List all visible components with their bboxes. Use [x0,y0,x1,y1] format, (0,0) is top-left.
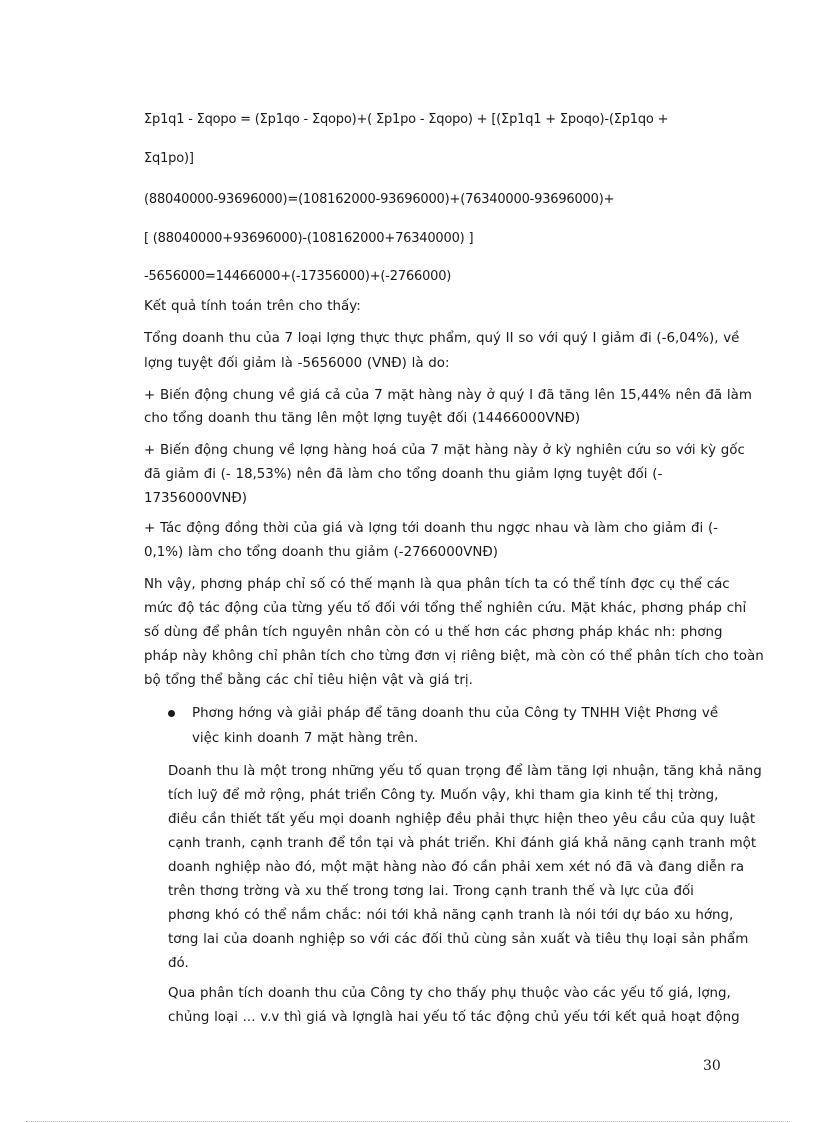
paragraph-line: doanh nghiệp nào đó, một mặt hàng nào đó cần phải xem xét nó đã và đang diễn ra [168,860,745,875]
paragraph-line: Qua phân tích doanh thu của Công ty cho thấy phụ thuộc vào các yếu tố giá, lợng, [168,986,731,1001]
paragraph-line: Tổng doanh thu của 7 loại lợng thực thực phẩm, quý II so với quý I giảm đi (-6,04%), về [144,331,740,346]
paragraph-line: cho tổng doanh thu tăng lên một lợng tuyệt đối (14466000VNĐ) [144,411,581,426]
paragraph-line: cạnh tranh, cạnh tranh để tồn tại và phát triển. Khi đánh giá khả năng cạnh tranh một [168,836,757,851]
formula-line-2: Σq1po)] [144,151,194,166]
page-number: 30 [703,1058,721,1074]
paragraph-line: đó. [168,956,189,971]
formula-line-1: Σp1q1 - Σqopo = (Σp1qo - Σqopo)+( Σp1po - Σqopo) + [(Σp1q1 + Σpoqo)-(Σp1qo + [144,112,669,127]
page-bottom-rule [26,1121,790,1122]
formula-line-4: [ (88040000+93696000)-(108162000+76340000) ] [144,231,474,246]
paragraph-line: tích luỹ để mở rộng, phát triển Công ty. Muốn vậy, khi tham gia kinh tế thị trờng, [168,788,719,803]
bullet-heading-line: việc kinh doanh 7 mặt hàng trên. [192,731,419,746]
paragraph-line: phơng khó có thể nắm chắc: nói tới khả năng cạnh tranh là nói tới dự báo xu hớng, [168,908,734,923]
paragraph-line: lợng tuyệt đối giảm là -5656000 (VNĐ) là do: [144,356,450,371]
paragraph-line: pháp này không chỉ phân tích cho từng đơn vị riêng biệt, mà còn có thể phân tích cho toàn [144,649,764,664]
paragraph-line: Doanh thu là một trong những yếu tố quan trọng để làm tăng lợi nhuận, tăng khả năng [168,764,762,779]
paragraph-result-intro: Kết quả tính toán trên cho thấy: [144,299,361,314]
paragraph-line: + Biến động chung về giá cả của 7 mặt hàng này ở quý I đã tăng lên 15,44% nên đã làm [144,388,752,403]
paragraph-line: + Biến động chung về lợng hàng hoá của 7 mặt hàng này ở kỳ nghiên cứu so với kỳ gốc [144,443,745,458]
bullet-dot-icon [168,710,175,717]
paragraph-line: trên thơng trờng và xu thế trong tơng lai. Trong cạnh tranh thế và lực của đối [168,884,694,899]
paragraph-line: 17356000VNĐ) [144,491,247,506]
paragraph-line: đã giảm đi (- 18,53%) nên đã làm cho tổng doanh thu giảm lợng tuyệt đối (- [144,467,663,482]
paragraph-line: + Tác động đồng thời của giá và lợng tới doanh thu ngợc nhau và làm cho giảm đi (- [144,521,718,536]
paragraph-line: mức độ tác động của từng yếu tố đối với tổng thể nghiên cứu. Mặt khác, phơng pháp chỉ [144,601,747,616]
paragraph-line: bộ tổng thể bằng các chỉ tiêu hiện vật và giá trị. [144,673,473,688]
paragraph-line: số dùng để phân tích nguyên nhân còn có u thế hơn các phơng pháp khác nh: phơng [144,625,723,640]
paragraph-line: tơng lai của doanh nghiệp so với các đối thủ cùng sản xuất và tiêu thụ loại sản phẩm [168,932,749,947]
formula-line-5: -5656000=14466000+(-17356000)+(-2766000) [144,269,452,284]
paragraph-line: điều cần thiết tất yếu mọi doanh nghiệp đều phải thực hiện theo yêu cầu của quy luật [168,812,756,827]
paragraph-line: Nh vậy, phơng pháp chỉ số có thế mạnh là qua phân tích ta có thể tính đợc cụ thể các [144,577,730,592]
formula-line-3: (88040000-93696000)=(108162000-93696000)+(76340000-93696000)+ [144,192,615,207]
bullet-heading-line: Phơng hớng và giải pháp để tăng doanh thu của Công ty TNHH Việt Phơng về [192,706,719,721]
paragraph-line: 0,1%) làm cho tổng doanh thu giảm (-2766000VNĐ) [144,545,499,560]
paragraph-line: chủng loại ... v.v thì giá và lợnglà hai yếu tố tác động chủ yếu tới kết quả hoạt động [168,1010,740,1025]
